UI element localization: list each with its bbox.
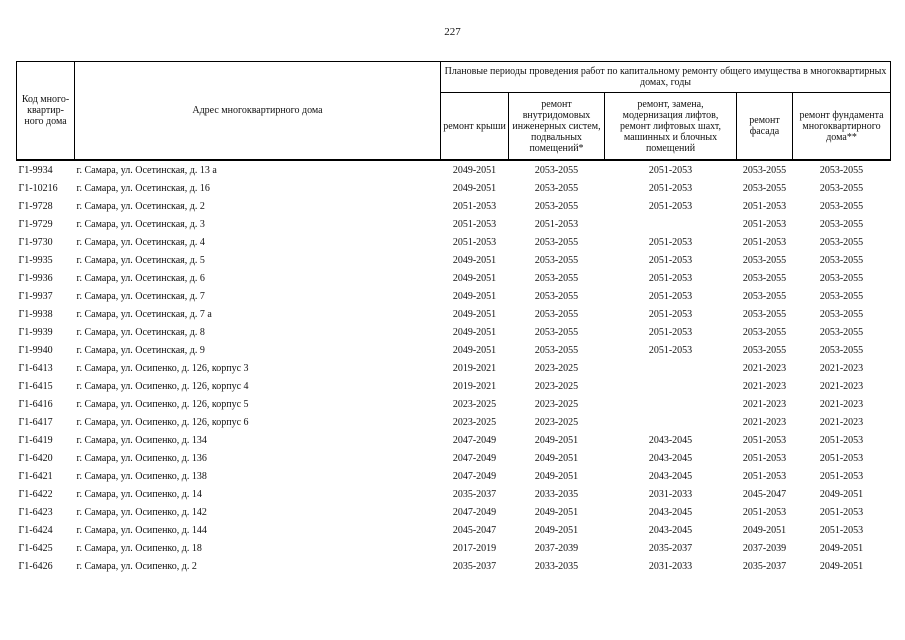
cell-engineering: 2049-2051 bbox=[534, 506, 579, 518]
table-row bbox=[17, 539, 891, 557]
cell-engineering: 2053-2055 bbox=[534, 200, 579, 212]
cell-roof: 2019-2021 bbox=[452, 380, 497, 392]
cell-foundation: 2051-2053 bbox=[819, 434, 864, 446]
table-header bbox=[17, 62, 891, 161]
table-row bbox=[17, 341, 891, 359]
cell-address: г. Самара, ул. Осипенко, д. 126, корпус 3 bbox=[76, 362, 249, 374]
cell-roof: 2049-2051 bbox=[452, 164, 497, 176]
cell-address: г. Самара, ул. Осетинская, д. 13 а bbox=[76, 164, 217, 176]
table-row bbox=[17, 233, 891, 251]
cell-engineering: 2033-2035 bbox=[534, 560, 579, 572]
cell-address: г. Самара, ул. Осипенко, д. 134 bbox=[76, 434, 207, 446]
cell-roof: 2049-2051 bbox=[452, 326, 497, 338]
cell-address: г. Самара, ул. Осипенко, д. 14 bbox=[76, 488, 202, 500]
cell-code: Г1-6424 bbox=[18, 524, 53, 536]
cell-elevators: 2043-2045 bbox=[648, 506, 693, 518]
cell-foundation: 2051-2053 bbox=[819, 452, 864, 464]
table-row bbox=[17, 251, 891, 269]
table-body bbox=[17, 160, 891, 575]
cell-engineering: 2053-2055 bbox=[534, 308, 579, 320]
cell-code: Г1-6420 bbox=[18, 452, 53, 464]
cell-engineering: 2023-2025 bbox=[534, 362, 579, 374]
cell-address: г. Самара, ул. Осетинская, д. 9 bbox=[76, 344, 205, 356]
header-address: Адрес многоквартирного дома bbox=[75, 62, 441, 161]
cell-facade: 2037-2039 bbox=[742, 542, 787, 554]
cell-facade: 2051-2053 bbox=[742, 218, 787, 230]
table-row bbox=[17, 449, 891, 467]
cell-roof: 2049-2051 bbox=[452, 254, 497, 266]
cell-engineering: 2053-2055 bbox=[534, 236, 579, 248]
cell-facade: 2051-2053 bbox=[742, 434, 787, 446]
cell-foundation: 2021-2023 bbox=[819, 380, 864, 392]
cell-roof: 2047-2049 bbox=[452, 506, 497, 518]
cell-engineering: 2053-2055 bbox=[534, 254, 579, 266]
cell-elevators: 2051-2053 bbox=[648, 290, 693, 302]
cell-elevators bbox=[605, 395, 737, 413]
cell-address: г. Самара, ул. Осетинская, д. 4 bbox=[76, 236, 205, 248]
cell-roof: 2049-2051 bbox=[452, 308, 497, 320]
cell-engineering: 2023-2025 bbox=[534, 398, 579, 410]
cell-address: г. Самара, ул. Осетинская, д. 7 а bbox=[76, 308, 212, 320]
cell-code: Г1-6419 bbox=[18, 434, 53, 446]
cell-code: Г1-9936 bbox=[18, 272, 53, 284]
cell-engineering: 2049-2051 bbox=[534, 524, 579, 536]
cell-facade: 2053-2055 bbox=[742, 290, 787, 302]
cell-roof: 2023-2025 bbox=[452, 398, 497, 410]
cell-code: Г1-9940 bbox=[18, 344, 53, 356]
cell-code: Г1-9729 bbox=[18, 218, 53, 230]
cell-elevators: 2051-2053 bbox=[648, 182, 693, 194]
cell-foundation: 2053-2055 bbox=[819, 308, 864, 320]
cell-engineering: 2053-2055 bbox=[534, 290, 579, 302]
cell-elevators: 2031-2033 bbox=[648, 560, 693, 572]
cell-roof: 2051-2053 bbox=[452, 200, 497, 212]
cell-foundation: 2051-2053 bbox=[819, 506, 864, 518]
cell-elevators: 2043-2045 bbox=[648, 452, 693, 464]
cell-engineering: 2049-2051 bbox=[534, 470, 579, 482]
cell-elevators: 2051-2053 bbox=[648, 308, 693, 320]
cell-engineering: 2023-2025 bbox=[534, 416, 579, 428]
cell-elevators: 2051-2053 bbox=[648, 272, 693, 284]
table-row bbox=[17, 557, 891, 575]
cell-address: г. Самара, ул. Осетинская, д. 2 bbox=[76, 200, 205, 212]
header-periods: Плановые периоды проведения работ по капитальному ремонту общего имущества в многоквартирных домах, годы bbox=[441, 62, 891, 93]
cell-address: г. Самара, ул. Осетинская, д. 3 bbox=[76, 218, 205, 230]
cell-address: г. Самара, ул. Осетинская, д. 8 bbox=[76, 326, 205, 338]
cell-facade: 2053-2055 bbox=[742, 308, 787, 320]
cell-address: г. Самара, ул. Осипенко, д. 126, корпус 5 bbox=[76, 398, 249, 410]
cell-foundation: 2053-2055 bbox=[819, 290, 864, 302]
table-row bbox=[17, 287, 891, 305]
cell-roof: 2045-2047 bbox=[452, 524, 497, 536]
cell-facade: 2051-2053 bbox=[742, 200, 787, 212]
cell-facade: 2049-2051 bbox=[742, 524, 787, 536]
cell-facade: 2021-2023 bbox=[742, 380, 787, 392]
cell-facade: 2053-2055 bbox=[742, 164, 787, 176]
header-facade: ремонт фасада bbox=[737, 93, 793, 161]
cell-address: г. Самара, ул. Осетинская, д. 5 bbox=[76, 254, 205, 266]
cell-code: Г1-6426 bbox=[18, 560, 53, 572]
cell-foundation: 2049-2051 bbox=[819, 542, 864, 554]
cell-engineering: 2051-2053 bbox=[534, 218, 579, 230]
cell-elevators: 2051-2053 bbox=[648, 326, 693, 338]
cell-foundation: 2049-2051 bbox=[819, 488, 864, 500]
cell-facade: 2053-2055 bbox=[742, 254, 787, 266]
cell-elevators bbox=[605, 215, 737, 233]
cell-facade: 2021-2023 bbox=[742, 416, 787, 428]
cell-code: Г1-9730 bbox=[18, 236, 53, 248]
cell-elevators: 2043-2045 bbox=[648, 470, 693, 482]
cell-foundation: 2053-2055 bbox=[819, 344, 864, 356]
cell-address: г. Самара, ул. Осипенко, д. 2 bbox=[76, 560, 197, 572]
page-number: 227 bbox=[444, 26, 461, 38]
cell-address: г. Самара, ул. Осетинская, д. 16 bbox=[76, 182, 210, 194]
cell-facade: 2051-2053 bbox=[742, 470, 787, 482]
table-row bbox=[17, 323, 891, 341]
cell-code: Г1-9935 bbox=[18, 254, 53, 266]
header-roof: ремонт крыши bbox=[441, 93, 509, 161]
cell-address: г. Самара, ул. Осетинская, д. 6 bbox=[76, 272, 205, 284]
table-row bbox=[17, 179, 891, 197]
cell-foundation: 2049-2051 bbox=[819, 560, 864, 572]
cell-roof: 2049-2051 bbox=[452, 272, 497, 284]
cell-elevators bbox=[605, 359, 737, 377]
cell-code: Г1-9939 bbox=[18, 326, 53, 338]
cell-facade: 2053-2055 bbox=[742, 182, 787, 194]
cell-roof: 2035-2037 bbox=[452, 560, 497, 572]
table-row bbox=[17, 305, 891, 323]
cell-roof: 2051-2053 bbox=[452, 218, 497, 230]
cell-engineering: 2053-2055 bbox=[534, 344, 579, 356]
cell-foundation: 2053-2055 bbox=[819, 272, 864, 284]
cell-code: Г1-10216 bbox=[18, 182, 58, 194]
cell-code: Г1-9934 bbox=[18, 164, 53, 176]
cell-elevators: 2031-2033 bbox=[648, 488, 693, 500]
cell-engineering: 2049-2051 bbox=[534, 434, 579, 446]
cell-elevators: 2051-2053 bbox=[648, 344, 693, 356]
table-row bbox=[17, 431, 891, 449]
cell-engineering: 2053-2055 bbox=[534, 326, 579, 338]
cell-foundation: 2021-2023 bbox=[819, 398, 864, 410]
table-row bbox=[17, 503, 891, 521]
cell-address: г. Самара, ул. Осипенко, д. 126, корпус 4 bbox=[76, 380, 249, 392]
cell-code: Г1-6416 bbox=[18, 398, 53, 410]
cell-facade: 2051-2053 bbox=[742, 236, 787, 248]
cell-foundation: 2051-2053 bbox=[819, 470, 864, 482]
cell-engineering: 2053-2055 bbox=[534, 164, 579, 176]
cell-elevators: 2051-2053 bbox=[648, 236, 693, 248]
cell-roof: 2049-2051 bbox=[452, 344, 497, 356]
cell-address: г. Самара, ул. Осипенко, д. 142 bbox=[76, 506, 207, 518]
cell-facade: 2035-2037 bbox=[742, 560, 787, 572]
table-row bbox=[17, 467, 891, 485]
table-row bbox=[17, 377, 891, 395]
cell-roof: 2047-2049 bbox=[452, 470, 497, 482]
cell-engineering: 2053-2055 bbox=[534, 182, 579, 194]
cell-code: Г1-6415 bbox=[18, 380, 53, 392]
table-row bbox=[17, 269, 891, 287]
cell-code: Г1-6417 bbox=[18, 416, 53, 428]
cell-roof: 2017-2019 bbox=[452, 542, 497, 554]
cell-facade: 2053-2055 bbox=[742, 326, 787, 338]
cell-address: г. Самара, ул. Осетинская, д. 7 bbox=[76, 290, 205, 302]
cell-address: г. Самара, ул. Осипенко, д. 138 bbox=[76, 470, 207, 482]
cell-code: Г1-6422 bbox=[18, 488, 53, 500]
table-row bbox=[17, 215, 891, 233]
cell-elevators: 2051-2053 bbox=[648, 254, 693, 266]
cell-facade: 2021-2023 bbox=[742, 362, 787, 374]
cell-facade: 2021-2023 bbox=[742, 398, 787, 410]
cell-foundation: 2053-2055 bbox=[819, 218, 864, 230]
cell-roof: 2047-2049 bbox=[452, 434, 497, 446]
header-elevators: ремонт, замена, модернизация лифтов, ремонт лифтовых шахт, машинных и блочных помещений bbox=[605, 93, 737, 161]
cell-facade: 2051-2053 bbox=[742, 506, 787, 518]
cell-address: г. Самара, ул. Осипенко, д. 18 bbox=[76, 542, 202, 554]
cell-code: Г1-6423 bbox=[18, 506, 53, 518]
cell-foundation: 2021-2023 bbox=[819, 416, 864, 428]
cell-foundation: 2053-2055 bbox=[819, 164, 864, 176]
capital-repair-table bbox=[16, 61, 891, 575]
table-row bbox=[17, 359, 891, 377]
cell-foundation: 2053-2055 bbox=[819, 236, 864, 248]
cell-roof: 2023-2025 bbox=[452, 416, 497, 428]
cell-code: Г1-9938 bbox=[18, 308, 53, 320]
cell-elevators bbox=[605, 413, 737, 431]
cell-facade: 2053-2055 bbox=[742, 272, 787, 284]
table-row bbox=[17, 160, 891, 179]
cell-foundation: 2051-2053 bbox=[819, 524, 864, 536]
header-foundation: ремонт фундамента многоквартирного дома** bbox=[793, 93, 891, 161]
cell-address: г. Самара, ул. Осипенко, д. 126, корпус 6 bbox=[76, 416, 249, 428]
table-row bbox=[17, 395, 891, 413]
cell-facade: 2045-2047 bbox=[742, 488, 787, 500]
cell-code: Г1-6421 bbox=[18, 470, 53, 482]
cell-roof: 2049-2051 bbox=[452, 182, 497, 194]
cell-facade: 2051-2053 bbox=[742, 452, 787, 464]
cell-elevators bbox=[605, 377, 737, 395]
cell-foundation: 2021-2023 bbox=[819, 362, 864, 374]
cell-address: г. Самара, ул. Осипенко, д. 136 bbox=[76, 452, 207, 464]
cell-roof: 2049-2051 bbox=[452, 290, 497, 302]
table-row bbox=[17, 485, 891, 503]
table-row bbox=[17, 197, 891, 215]
cell-facade: 2053-2055 bbox=[742, 344, 787, 356]
table-row bbox=[17, 521, 891, 539]
cell-engineering: 2033-2035 bbox=[534, 488, 579, 500]
cell-roof: 2035-2037 bbox=[452, 488, 497, 500]
cell-elevators: 2051-2053 bbox=[648, 164, 693, 176]
cell-foundation: 2053-2055 bbox=[819, 254, 864, 266]
cell-code: Г1-9728 bbox=[18, 200, 53, 212]
header-code: Код много-квартир-ного дома bbox=[17, 62, 75, 161]
cell-elevators: 2051-2053 bbox=[648, 200, 693, 212]
table-row bbox=[17, 413, 891, 431]
cell-code: Г1-6425 bbox=[18, 542, 53, 554]
cell-engineering: 2037-2039 bbox=[534, 542, 579, 554]
cell-foundation: 2053-2055 bbox=[819, 326, 864, 338]
cell-roof: 2051-2053 bbox=[452, 236, 497, 248]
cell-code: Г1-6413 bbox=[18, 362, 53, 374]
cell-roof: 2047-2049 bbox=[452, 452, 497, 464]
cell-engineering: 2049-2051 bbox=[534, 452, 579, 464]
cell-engineering: 2053-2055 bbox=[534, 272, 579, 284]
header-engineering: ремонт внутридомовых инженерных систем, подвальных помещений* bbox=[509, 93, 605, 161]
cell-roof: 2019-2021 bbox=[452, 362, 497, 374]
cell-foundation: 2053-2055 bbox=[819, 182, 864, 194]
cell-address: г. Самара, ул. Осипенко, д. 144 bbox=[76, 524, 207, 536]
cell-elevators: 2035-2037 bbox=[648, 542, 693, 554]
cell-foundation: 2053-2055 bbox=[819, 200, 864, 212]
cell-code: Г1-9937 bbox=[18, 290, 53, 302]
cell-elevators: 2043-2045 bbox=[648, 524, 693, 536]
cell-elevators: 2043-2045 bbox=[648, 434, 693, 446]
cell-engineering: 2023-2025 bbox=[534, 380, 579, 392]
